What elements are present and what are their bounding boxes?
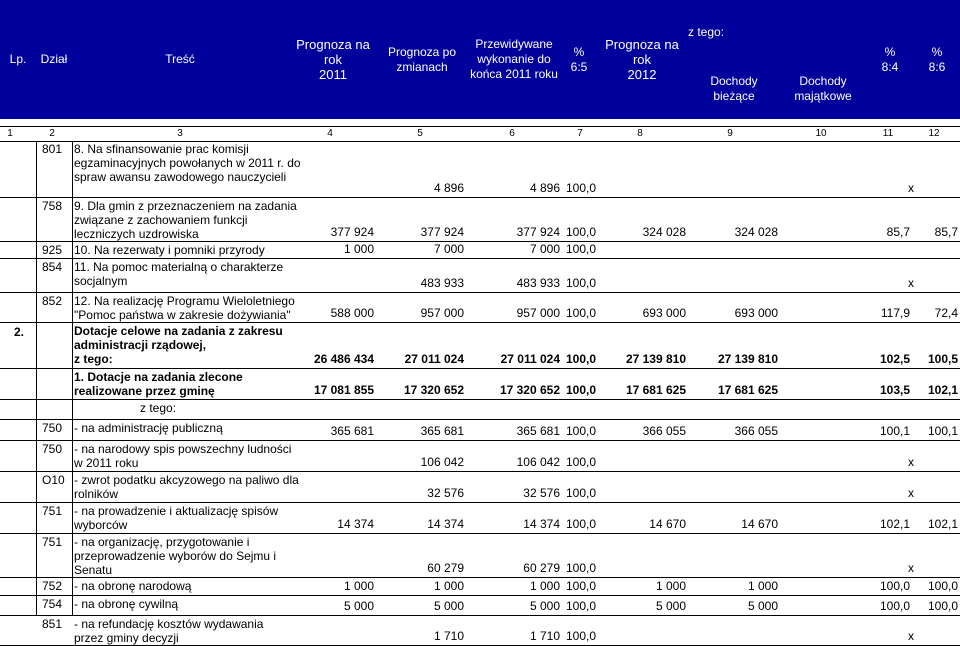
description-line: 10. Na rezerwaty i pomniki przyrody bbox=[74, 243, 265, 257]
header-tresc: Treść bbox=[165, 52, 195, 66]
table-row bbox=[0, 400, 960, 420]
row-description bbox=[74, 243, 265, 257]
cell-v8: 693 000 bbox=[642, 306, 686, 320]
row-dzial: O10 bbox=[42, 473, 65, 487]
cell-v5: 32 576 bbox=[427, 486, 464, 500]
cell-v11: x bbox=[908, 455, 914, 469]
description-line: Dotacje celowe na zadania z zakresu bbox=[74, 324, 283, 338]
table-row bbox=[0, 578, 960, 596]
col-number: 1 bbox=[7, 128, 13, 139]
cell-v5: 27 011 024 bbox=[404, 352, 464, 366]
cell-v7: 100,0 bbox=[565, 579, 596, 593]
header-pct-6-5: % 6:5 bbox=[570, 44, 588, 74]
cell-v11: 102,5 bbox=[879, 352, 910, 366]
description-line: leczniczych uzdrowiska bbox=[74, 227, 199, 241]
cell-v11: 117,9 bbox=[880, 306, 910, 320]
table-row bbox=[0, 503, 960, 534]
cell-v4: 14 374 bbox=[337, 517, 374, 531]
cell-v12: 100,0 bbox=[927, 579, 958, 593]
cell-v8: 14 670 bbox=[649, 517, 686, 531]
col-number: 12 bbox=[928, 128, 940, 139]
row-dzial: 754 bbox=[42, 597, 63, 611]
row-description bbox=[140, 401, 176, 415]
description-line: realizowane przez gminę bbox=[74, 384, 215, 398]
description-line: przez gminy decyzji bbox=[74, 631, 179, 645]
row-description bbox=[74, 504, 278, 532]
header-prognoza-2012: Prognoza na rok 2012 bbox=[605, 37, 679, 82]
cell-v11: x bbox=[908, 486, 914, 500]
cell-v9: 366 055 bbox=[734, 424, 778, 438]
cell-v6: 1 710 bbox=[529, 629, 560, 643]
cell-v5: 4 896 bbox=[433, 181, 464, 195]
cell-v9: 27 139 810 bbox=[717, 352, 778, 366]
row-dzial: 925 bbox=[42, 243, 63, 257]
cell-v5: 1 710 bbox=[433, 629, 464, 643]
cell-v7: 100,0 bbox=[565, 424, 596, 438]
cell-v12: 102,1 bbox=[927, 383, 958, 397]
cell-v12: 100,0 bbox=[927, 599, 958, 613]
table-row bbox=[0, 259, 960, 293]
table-row bbox=[0, 141, 960, 198]
table-row bbox=[0, 534, 960, 578]
row-description bbox=[74, 597, 178, 611]
cell-v11: x bbox=[908, 629, 914, 643]
cell-v7: 100,0 bbox=[565, 629, 596, 643]
cell-v7: 100,0 bbox=[565, 455, 596, 469]
cell-v7: 100,0 bbox=[565, 276, 596, 290]
row-description bbox=[74, 199, 297, 241]
row-dzial: 751 bbox=[42, 504, 63, 518]
col-number: 10 bbox=[815, 128, 827, 139]
table-row bbox=[0, 420, 960, 441]
cell-v7: 100,0 bbox=[565, 383, 596, 397]
description-line: 8. Na sfinansowanie prac komisji bbox=[74, 142, 249, 156]
cell-v8: 366 055 bbox=[642, 424, 686, 438]
row-lp: 2. bbox=[14, 325, 25, 339]
row-dzial: 801 bbox=[42, 142, 63, 156]
header-z-tego: z tego: bbox=[688, 24, 725, 39]
header-prognoza-2011: Prognoza na rok 2011 bbox=[296, 37, 370, 82]
header-dochody-majatkowe: Dochody majątkowe bbox=[794, 73, 852, 103]
col-number: 3 bbox=[177, 128, 183, 139]
header-dochody-biezace: Dochody bieżące bbox=[710, 73, 758, 103]
table-row bbox=[0, 441, 960, 472]
row-description bbox=[74, 142, 301, 184]
cell-v4: 1 000 bbox=[343, 579, 374, 593]
row-dzial: 752 bbox=[42, 579, 63, 593]
table-row bbox=[0, 242, 960, 259]
table-row bbox=[0, 323, 960, 369]
cell-v11: 103,5 bbox=[879, 383, 910, 397]
cell-v6: 27 011 024 bbox=[500, 352, 560, 366]
cell-v6: 377 924 bbox=[516, 225, 560, 239]
cell-v6: 4 896 bbox=[529, 181, 560, 195]
description-line: spraw awansu zawodowego nauczycieli bbox=[74, 170, 287, 184]
cell-v11: 102,1 bbox=[879, 517, 910, 531]
cell-v6: 14 374 bbox=[523, 517, 560, 531]
cell-v11: 100,0 bbox=[879, 599, 910, 613]
row-description bbox=[74, 535, 276, 577]
col-number: 6 bbox=[509, 128, 515, 139]
cell-v6: 106 042 bbox=[516, 455, 560, 469]
row-description bbox=[74, 294, 295, 322]
cell-v7: 100,0 bbox=[565, 561, 596, 575]
cell-v5: 365 681 bbox=[420, 424, 464, 438]
table-row bbox=[0, 198, 960, 242]
description-line: rolników bbox=[74, 487, 119, 501]
column-numbers-row bbox=[0, 126, 960, 142]
cell-v4: 365 681 bbox=[330, 424, 374, 438]
row-dzial: 851 bbox=[42, 617, 63, 631]
row-description bbox=[74, 473, 299, 501]
row-description bbox=[74, 421, 223, 435]
cell-v11: x bbox=[908, 181, 914, 195]
description-line: - na administrację publiczną bbox=[74, 421, 223, 435]
cell-v8: 27 139 810 bbox=[625, 352, 686, 366]
cell-v8: 1 000 bbox=[655, 579, 686, 593]
cell-v12: 85,7 bbox=[934, 225, 958, 239]
cell-v8: 17 681 625 bbox=[625, 383, 686, 397]
col-number: 8 bbox=[637, 128, 643, 139]
cell-v8: 324 028 bbox=[642, 225, 686, 239]
header-pct-8-6: % 8:6 bbox=[928, 44, 946, 74]
description-line: - zwrot podatku akcyzowego na paliwo dla bbox=[74, 473, 299, 487]
cell-v9: 5 000 bbox=[747, 599, 778, 613]
cell-v9: 17 681 625 bbox=[717, 383, 778, 397]
col-number: 11 bbox=[882, 128, 894, 139]
header-lp: Lp. bbox=[9, 52, 27, 66]
row-description bbox=[74, 260, 283, 288]
header-prognoza-po-zmianach: Prognoza po zmianach bbox=[387, 44, 457, 74]
description-line: socjalnym bbox=[74, 274, 128, 288]
table-row bbox=[0, 369, 960, 400]
description-line: "Pomoc państwa w zakresie dożywiania" bbox=[74, 308, 291, 322]
header-pct-8-4: % 8:4 bbox=[881, 44, 899, 74]
row-description bbox=[74, 370, 243, 398]
cell-v12: 102,1 bbox=[927, 517, 958, 531]
description-line: administracji rządowej, bbox=[74, 338, 207, 352]
cell-v5: 60 279 bbox=[427, 561, 464, 575]
description-line: Senatu bbox=[74, 563, 113, 577]
row-dzial: 758 bbox=[42, 199, 63, 213]
cell-v7: 100,0 bbox=[565, 242, 596, 256]
description-line: z tego: bbox=[140, 401, 177, 415]
description-line: z tego: bbox=[74, 352, 113, 366]
cell-v9: 1 000 bbox=[747, 579, 778, 593]
cell-v9: 324 028 bbox=[734, 225, 778, 239]
description-line: - na organizację, przygotowanie i bbox=[74, 535, 250, 549]
cell-v11: 100,1 bbox=[879, 424, 910, 438]
cell-v4: 1 000 bbox=[343, 242, 374, 256]
row-description bbox=[74, 617, 263, 645]
cell-v7: 100,0 bbox=[565, 486, 596, 500]
cell-v6: 32 576 bbox=[523, 486, 560, 500]
row-dzial: 751 bbox=[42, 535, 63, 549]
cell-v5: 1 000 bbox=[433, 579, 464, 593]
table-row bbox=[0, 472, 960, 503]
cell-v7: 100,0 bbox=[565, 517, 596, 531]
cell-v6: 483 933 bbox=[516, 276, 560, 290]
cell-v9: 693 000 bbox=[734, 306, 778, 320]
table-row bbox=[0, 596, 960, 616]
table-row bbox=[0, 616, 960, 646]
cell-v7: 100,0 bbox=[565, 599, 596, 613]
row-dzial: 750 bbox=[42, 421, 63, 435]
cell-v5: 377 924 bbox=[420, 225, 464, 239]
cell-v4: 17 081 855 bbox=[313, 383, 374, 397]
cell-v7: 100,0 bbox=[565, 352, 596, 366]
cell-v6: 365 681 bbox=[516, 424, 560, 438]
description-line: egzaminacyjnych powołanych w 2011 r. do bbox=[74, 156, 301, 170]
header-przewidywane: Przewidywane wykonanie do końca 2011 roku bbox=[470, 37, 558, 81]
cell-v12: 100,5 bbox=[927, 352, 958, 366]
cell-v5: 5 000 bbox=[433, 599, 464, 613]
cell-v9: 14 670 bbox=[741, 517, 778, 531]
description-line: 12. Na realizację Programu Wieloletniego bbox=[74, 294, 295, 308]
description-line: - na narodowy spis powszechny ludności bbox=[74, 442, 292, 456]
description-line: - na obronę narodową bbox=[74, 579, 192, 593]
cell-v12: 72,4 bbox=[934, 306, 958, 320]
cell-v6: 5 000 bbox=[529, 599, 560, 613]
cell-v5: 483 933 bbox=[420, 276, 464, 290]
cell-v8: 5 000 bbox=[655, 599, 686, 613]
cell-v5: 17 320 652 bbox=[403, 383, 464, 397]
row-description bbox=[74, 324, 283, 366]
cell-v4: 377 924 bbox=[330, 225, 374, 239]
description-line: przeprowadzenie wyborów do Sejmu i bbox=[74, 549, 277, 563]
cell-v7: 100,0 bbox=[565, 225, 596, 239]
cell-v6: 7 000 bbox=[529, 242, 560, 256]
cell-v7: 100,0 bbox=[565, 306, 596, 320]
column-divider bbox=[36, 141, 37, 616]
cell-v11: 100,0 bbox=[879, 579, 910, 593]
cell-v4: 26 486 434 bbox=[313, 352, 374, 366]
cell-v11: x bbox=[908, 276, 914, 290]
cell-v5: 957 000 bbox=[420, 306, 464, 320]
description-line: 11. Na pomoc materialną o charakterze bbox=[74, 260, 284, 274]
cell-v6: 60 279 bbox=[523, 561, 560, 575]
header-dzial: Dział bbox=[40, 52, 68, 66]
row-dzial: 852 bbox=[42, 294, 63, 308]
cell-v6: 17 320 652 bbox=[499, 383, 560, 397]
description-line: - na obronę cywilną bbox=[74, 597, 179, 611]
col-number: 5 bbox=[417, 128, 423, 139]
description-line: związane z zachowaniem funkcji bbox=[74, 213, 248, 227]
row-description bbox=[74, 579, 191, 593]
col-number: 2 bbox=[49, 128, 55, 139]
cell-v5: 106 042 bbox=[420, 455, 464, 469]
cell-v6: 957 000 bbox=[516, 306, 560, 320]
description-line: w 2011 roku bbox=[74, 456, 139, 470]
col-number: 9 bbox=[727, 128, 733, 139]
cell-v7: 100,0 bbox=[565, 181, 596, 195]
row-description bbox=[74, 442, 291, 470]
cell-v12: 100,1 bbox=[927, 424, 958, 438]
description-line: 9. Dla gmin z przeznaczeniem na zadania bbox=[74, 199, 297, 213]
cell-v11: x bbox=[908, 561, 914, 575]
cell-v5: 14 374 bbox=[427, 517, 464, 531]
col-number: 7 bbox=[577, 128, 583, 139]
row-dzial: 854 bbox=[42, 260, 63, 274]
description-line: wyborców bbox=[74, 518, 128, 532]
row-dzial: 750 bbox=[42, 442, 63, 456]
table-header bbox=[0, 0, 960, 119]
column-divider bbox=[72, 141, 73, 616]
cell-v4: 5 000 bbox=[343, 599, 374, 613]
cell-v6: 1 000 bbox=[529, 579, 560, 593]
cell-v4: 588 000 bbox=[330, 306, 374, 320]
table-row bbox=[0, 293, 960, 323]
description-line: - na refundację kosztów wydawania bbox=[74, 617, 264, 631]
cell-v11: 85,7 bbox=[886, 225, 910, 239]
description-line: - na prowadzenie i aktualizację spisów bbox=[74, 504, 279, 518]
cell-v5: 7 000 bbox=[433, 242, 464, 256]
col-number: 4 bbox=[327, 128, 333, 139]
description-line: 1. Dotacje na zadania zlecone bbox=[74, 370, 243, 384]
